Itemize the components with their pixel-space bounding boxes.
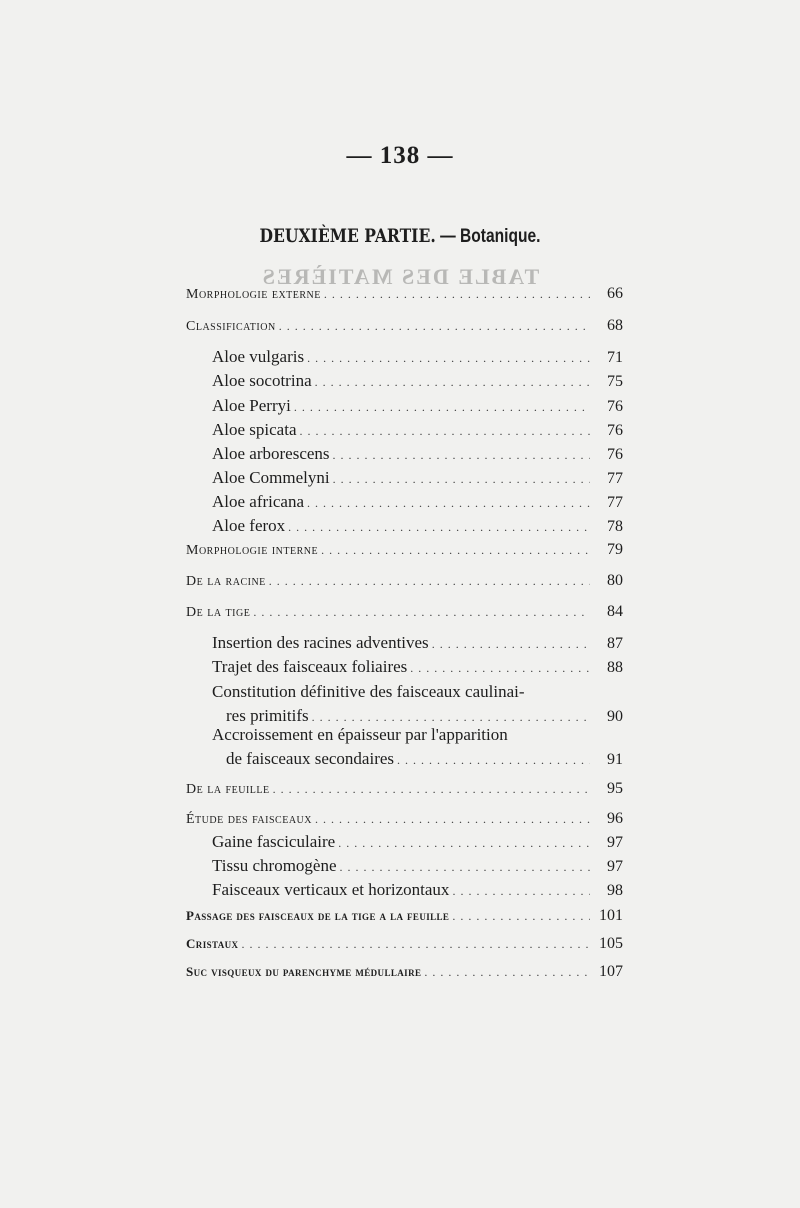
leader-dots <box>424 964 590 980</box>
bleed-through-text: TABLE DES MATIÈRES <box>260 264 540 289</box>
toc-entry <box>186 881 623 899</box>
toc-entry <box>186 781 623 797</box>
toc-entry <box>186 517 623 535</box>
leader-dots <box>432 636 590 652</box>
leader-dots <box>315 811 590 827</box>
toc-entry-label: Morphologie interne <box>186 543 319 558</box>
toc-entry <box>186 707 623 725</box>
toc-entry-page: 90 <box>607 708 623 725</box>
toc-entry-label: Aloe Commelyni <box>212 468 330 487</box>
leader-dots <box>273 781 590 797</box>
toc-entry-page: 76 <box>607 446 623 463</box>
toc-entry <box>186 493 623 511</box>
toc-entry <box>186 397 623 415</box>
leader-dots <box>321 542 590 558</box>
toc-entry-label: Aloe socotrina <box>212 371 312 390</box>
leader-dots <box>269 573 590 589</box>
toc-entry <box>186 857 623 875</box>
toc-entry-label: de faisceaux secondaires <box>226 749 395 768</box>
toc-entry-page: 91 <box>607 751 623 768</box>
toc-entry-label: De la feuille <box>186 782 270 797</box>
leader-dots <box>333 471 590 487</box>
leader-dots <box>410 660 590 676</box>
toc-entry <box>186 936 623 952</box>
toc-entry-page: 80 <box>607 572 623 589</box>
leader-dots <box>279 318 590 334</box>
toc-entry-label: Aloe arborescens <box>212 444 330 463</box>
toc-entry-page: 107 <box>599 963 623 980</box>
toc-entry-page: 71 <box>607 349 623 366</box>
leader-dots <box>333 447 590 463</box>
toc-entry <box>186 469 623 487</box>
toc-entry-continuation: Accroissement en épaisseur par l'apparition <box>212 725 508 744</box>
toc-entry <box>186 833 623 851</box>
toc-entry <box>186 445 623 463</box>
toc-entry-page: 88 <box>607 659 623 676</box>
toc-entry <box>186 286 623 302</box>
toc-entry-page: 97 <box>607 834 623 851</box>
toc-entry-label: Aloe ferox <box>212 516 286 535</box>
toc-entry-page: 97 <box>607 858 623 875</box>
toc-entry-label: Aloe africana <box>212 492 305 511</box>
leader-dots <box>307 350 590 366</box>
toc-entry <box>186 348 623 366</box>
leader-dots <box>307 495 590 511</box>
toc-entry-page: 84 <box>607 603 623 620</box>
toc-entry-page: 105 <box>599 935 623 952</box>
toc-entry-page: 87 <box>607 635 623 652</box>
leader-dots <box>452 908 590 924</box>
part-heading <box>72 225 728 248</box>
toc-entry-label: Suc visqueux du parenchyme médullaire <box>186 964 422 979</box>
toc-entry-label: Aloe spicata <box>212 420 297 439</box>
part-title: DEUXIÈME PARTIE. <box>259 225 436 247</box>
toc-entry-page: 78 <box>607 518 623 535</box>
toc-entry <box>186 573 623 589</box>
leader-dots <box>300 423 591 439</box>
toc-entry <box>186 811 623 827</box>
toc-entry-label: Classification <box>186 319 276 334</box>
toc-entry-page: 66 <box>607 285 623 302</box>
toc-entry-page: 68 <box>607 317 623 334</box>
toc-entry <box>186 604 623 620</box>
toc-entry-label: Trajet des faisceaux foliaires <box>212 657 408 676</box>
leader-dots <box>452 883 590 899</box>
toc-entry-label: res primitifs <box>226 706 309 725</box>
toc-entry-page: 95 <box>607 780 623 797</box>
part-subtitle: — Botanique. <box>435 226 541 247</box>
toc-entry-page: 79 <box>607 541 623 558</box>
toc-entry-label: Faisceaux verticaux et horizontaux <box>212 880 450 899</box>
toc-entry-label: Tissu chromogène <box>212 856 337 875</box>
toc-entry-page: 76 <box>607 422 623 439</box>
toc-entry <box>186 750 623 768</box>
toc-entry <box>186 318 623 334</box>
leader-dots <box>253 604 590 620</box>
toc-entry <box>186 542 623 558</box>
page-number: — 138 — <box>346 142 454 169</box>
toc-entry <box>186 964 623 980</box>
leader-dots <box>315 374 590 390</box>
toc-entry-page: 77 <box>607 470 623 487</box>
toc-entry-label: Aloe vulgaris <box>212 347 305 366</box>
toc-entry-label: Insertion des racines adventives <box>212 633 429 652</box>
toc-entry-label: Morphologie externe <box>186 287 321 302</box>
toc-entry <box>186 372 623 390</box>
leader-dots <box>397 752 590 768</box>
leader-dots <box>241 936 590 952</box>
leader-dots <box>288 519 590 535</box>
toc-entry-label: Aloe Perryi <box>212 396 291 415</box>
toc-entry-continuation: Constitution définitive des faisceaux caulinai- <box>212 682 525 701</box>
toc-entry-label: Passage des faisceaux de la tige a la feuille <box>186 908 450 923</box>
leader-dots <box>340 859 590 875</box>
leader-dots <box>294 399 590 415</box>
toc-entry-page: 98 <box>607 882 623 899</box>
toc-entry-page: 101 <box>599 907 623 924</box>
toc-entry-label: De la tige <box>186 605 251 620</box>
toc-entry <box>186 421 623 439</box>
toc-entry-label: Gaine fasciculaire <box>212 832 336 851</box>
toc-entry-page: 75 <box>607 373 623 390</box>
leader-dots <box>312 709 590 725</box>
toc-entry <box>186 658 623 676</box>
toc-entry-label: Étude des faisceaux <box>186 812 312 827</box>
toc-entry <box>186 634 623 652</box>
toc-entry-label: De la racine <box>186 574 266 589</box>
toc-entry-page: 76 <box>607 398 623 415</box>
toc-entry-page: 96 <box>607 810 623 827</box>
leader-dots <box>338 835 590 851</box>
leader-dots <box>324 286 590 302</box>
toc-entry-page: 77 <box>607 494 623 511</box>
toc-entry <box>186 908 623 924</box>
toc-entry-label: Cristaux <box>186 936 239 951</box>
